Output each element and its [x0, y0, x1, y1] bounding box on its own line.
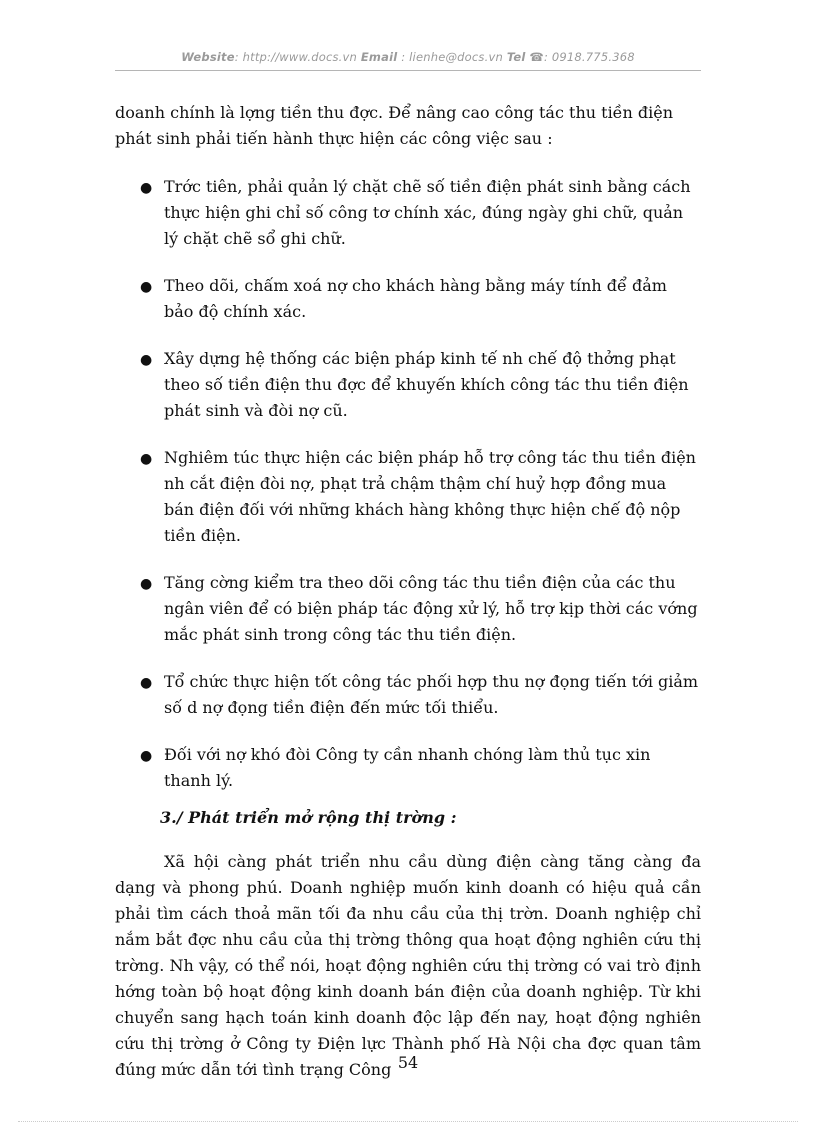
section-heading: 3./ Phát triển mở rộng thị trờng : [160, 808, 457, 827]
list-item [115, 273, 701, 325]
bullet-dot-icon: ● [140, 352, 153, 368]
list-item-text: Đối với nợ khó đòi Công ty cần nhanh chóng làm thủ tục xin thanh lý. [164, 745, 651, 790]
list-item [115, 346, 701, 424]
bullet-list [115, 174, 701, 794]
bullet-dot-icon: ● [140, 180, 153, 196]
bullet-dot-icon: ● [140, 451, 153, 467]
page-header [115, 50, 701, 64]
intro-paragraph: doanh chính là lợng tiền thu đợc. Để nâng cao công tác thu tiền điện phát sinh phải tiến hành thực hiện các công việc sau : [115, 103, 674, 148]
list-item-text: Tổ chức thực hiện tốt công tác phối hợp thu nợ đọng tiến tới giảm số d nợ đọng tiền điện đến mức tối thiểu. [164, 672, 699, 717]
tel-value: : 0918.775.368 [543, 50, 635, 64]
list-item-text: Tăng cờng kiểm tra theo dõi công tác thu tiền điện của các thu ngân viên để có biện pháp tác động xử lý, hỗ trợ kịp thời các vớng mắc phát sinh trong công tác thu tiền điện. [164, 573, 698, 644]
email-value: : lienhe@docs.vn [401, 50, 503, 64]
tel-label: Tel [506, 50, 526, 64]
list-item [115, 174, 701, 252]
body-paragraph: Xã hội càng phát triển nhu cầu dùng điện càng tăng càng đa dạng và phong phú. Doanh nghiệp muốn kinh doanh có hiệu quả cần phải tìm cách thoả mãn tối đa nhu cầu của thị trờn. Doanh nghiệp chỉ nắm bắt đợc nhu cầu của thị trờng thông qua hoạt động nghiên cứu thị trờng. Nh vậy, có thể nói, hoạt động nghiên cứu thị trờng có vai trò định hớng toàn bộ hoạt động kinh doanh bán điện của doanh nghiệp. Từ khi chuyển sang hạch toán kinh doanh độc lập đến nay, hoạt động nghiên cứu thị trờng ở Công ty Điện lực Thành phố Hà Nội cha đợc quan tâm đúng mức dẫn tới tình trạng Công [115, 852, 701, 1079]
list-item [115, 742, 701, 794]
bullet-dot-icon: ● [140, 748, 153, 764]
website-label: Website [181, 50, 235, 64]
footer-divider [18, 1121, 798, 1122]
list-item [115, 669, 701, 721]
bullet-dot-icon: ● [140, 576, 153, 592]
list-item-text: Theo dõi, chấm xoá nợ cho khách hàng bằng máy tính để đảm bảo độ chính xác. [164, 276, 667, 321]
email-label: Email [360, 50, 398, 64]
phone-icon: ☎ [529, 50, 544, 64]
header-divider [115, 70, 701, 71]
page-body [115, 100, 701, 1083]
page-number: 54 [397, 1053, 419, 1072]
website-value: : http://www.docs.vn [234, 50, 358, 64]
list-item-text: Nghiêm túc thực hiện các biện pháp hỗ trợ công tác thu tiền điện nh cắt điện đòi nợ, phạt trả chậm thậm chí huỷ hợp đồng mua bán điện đối với những khách hàng không thực hiện chế độ nộp tiền điện. [164, 448, 696, 545]
list-item-text: Trớc tiên, phải quản lý chặt chẽ số tiền điện phát sinh bằng cách thực hiện ghi chỉ số công tơ chính xác, đúng ngày ghi chữ, quản lý chặt chẽ sổ ghi chữ. [164, 177, 691, 248]
list-item [115, 445, 701, 549]
list-item [115, 570, 701, 648]
bullet-dot-icon: ● [140, 279, 153, 295]
bullet-dot-icon: ● [140, 675, 153, 691]
list-item-text: Xây dựng hệ thống các biện pháp kinh tế nh chế độ thởng phạt theo số tiền điện thu đợc để khuyến khích công tác thu tiền điện phát sinh và đòi nợ cũ. [164, 349, 689, 420]
